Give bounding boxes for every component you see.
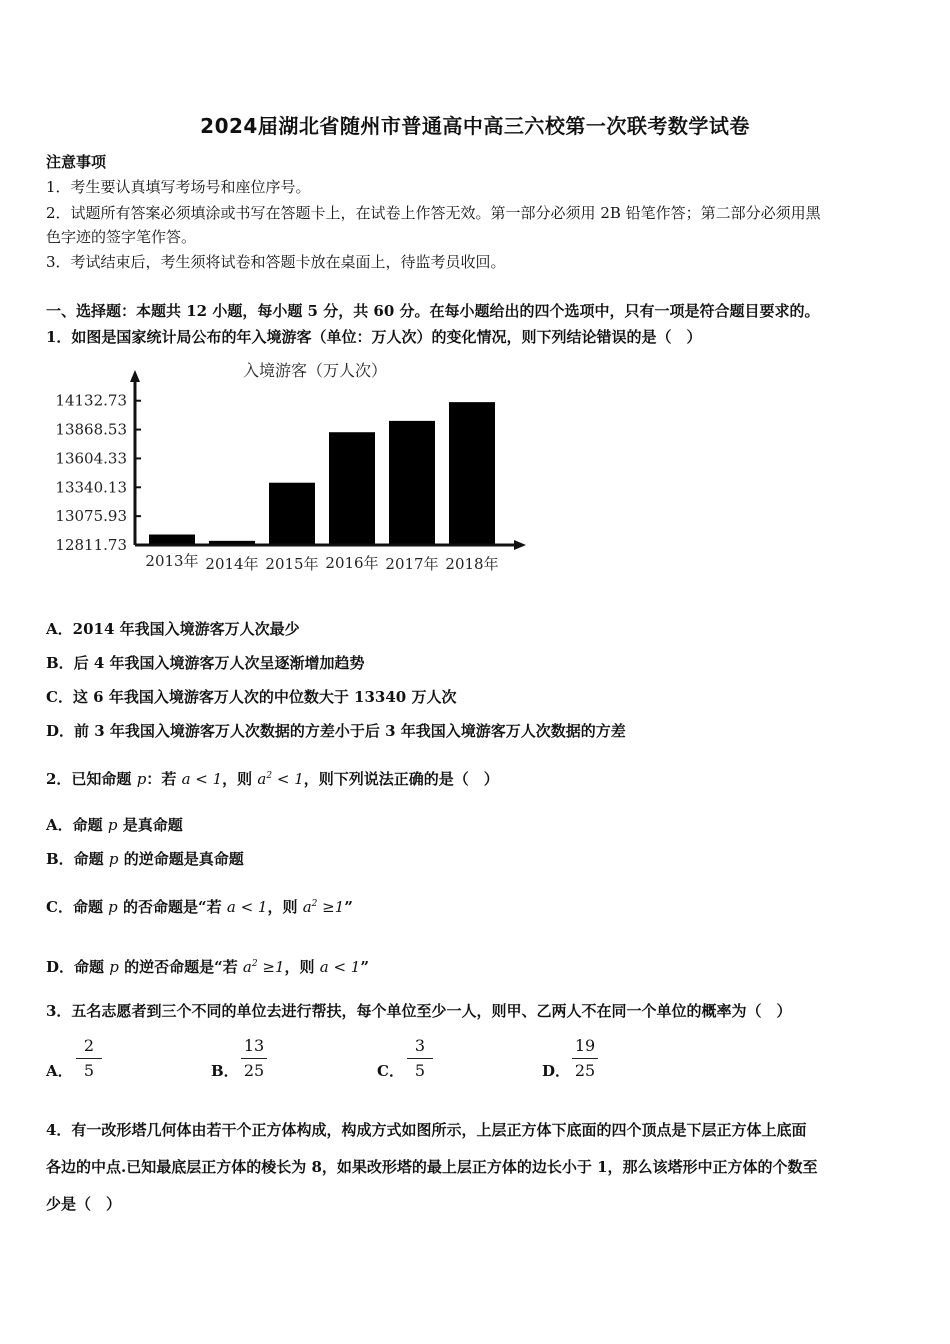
note-item-2: 2．试题所有答案必须填涂或书写在答题卡上，在试卷上作答无效。第一部分必须用 2B 铅笔作答；第二部分必须用黑 bbox=[46, 204, 821, 222]
q3-options: A． 2 5 B． 13 25 C． 3 5 D． 19 25 bbox=[46, 1036, 906, 1086]
q4-line-3: 少是（ ） bbox=[46, 1195, 122, 1213]
fraction: 2 5 bbox=[76, 1036, 102, 1081]
y-tick-label: 12811.73 bbox=[55, 536, 127, 554]
x-tick-label: 2018年 bbox=[445, 555, 499, 573]
bar-2013年 bbox=[149, 535, 195, 545]
exam-title: 2024届湖北省随州市普通高中高三六校第一次联考数学试卷 bbox=[200, 114, 750, 138]
note-item-2-cont: 色字迹的签字笔作答。 bbox=[46, 228, 197, 246]
condition-a-lt-1: a < 1 bbox=[181, 770, 223, 788]
bar-2016年 bbox=[329, 432, 375, 545]
q1-option-d: D．前 3 年我国入境游客万人次数据的方差小于后 3 年我国入境游客万人次数据的方差 bbox=[46, 722, 626, 740]
x-tick-label: 2014年 bbox=[205, 555, 259, 573]
bar-2017年 bbox=[389, 421, 435, 545]
q2-option-c: C．命题 p 的否命题是“若 a < 1，则 $a^2 \ge 1$” bbox=[46, 898, 353, 916]
y-tick-label: 13604.33 bbox=[55, 449, 127, 468]
proposition-p: p bbox=[136, 770, 147, 788]
x-tick-label: 2016年 bbox=[325, 554, 379, 572]
q1-option-a: A．2014 年我国入境游客万人次最少 bbox=[46, 620, 300, 638]
x-tick-label: 2015年 bbox=[265, 555, 319, 573]
q4-line-2: 各边的中点.已知最底层正方体的棱长为 8，如果改形塔的最上层正方体的边长小于 1，那么该塔形中正方体的个数至 bbox=[46, 1158, 818, 1176]
note-item-1: 1．考生要认真填写考场号和座位序号。 bbox=[46, 178, 311, 196]
condition-a2-lt-1: $a^2 < 1$ bbox=[257, 770, 304, 788]
q3-stem: 3．五名志愿者到三个不同的单位去进行帮扶，每个单位至少一人，则甲、乙两人不在同一个单位的概率为（ ） bbox=[46, 1002, 792, 1020]
q4-line-1: 4．有一改形塔几何体由若干个正方体构成，构成方式如图所示，上层正方体下底面的四个顶点是下层正方体上底面 bbox=[46, 1121, 807, 1139]
note-item-3: 3．考试结束后，考生须将试卷和答题卡放在桌面上，待监考员收回。 bbox=[46, 253, 506, 271]
chart-title: 入境游客（万人次） bbox=[242, 361, 388, 380]
y-axis-arrow bbox=[130, 370, 140, 382]
section-heading: 一、选择题：本题共 12 小题，每小题 5 分，共 60 分。在每小题给出的四个选项中，只有一项是符合题目要求的。 bbox=[46, 302, 820, 320]
q1-option-b: B．后 4 年我国入境游客万人次呈逐渐增加趋势 bbox=[46, 654, 365, 672]
fraction: 13 25 bbox=[241, 1036, 267, 1081]
y-tick-label: 13075.93 bbox=[55, 507, 127, 526]
notes-heading: 注意事项 bbox=[46, 153, 107, 171]
fraction: 19 25 bbox=[572, 1036, 598, 1081]
y-tick-label: 13868.53 bbox=[55, 420, 127, 439]
x-axis-arrow bbox=[514, 540, 526, 550]
bar-2015年 bbox=[269, 483, 315, 545]
q2-option-b: B．命题 p 的逆命题是真命题 bbox=[46, 850, 244, 868]
q2-stem: 2．已知命题 p：若 a < 1，则 $a^2 < 1$，则下列说法正确的是（ ） bbox=[46, 770, 499, 788]
x-tick-label: 2013年 bbox=[145, 552, 199, 570]
x-tick-label: 2017年 bbox=[385, 555, 439, 573]
q1-option-c: C．这 6 年我国入境游客万人次的中位数大于 13340 万人次 bbox=[46, 688, 457, 706]
y-tick-label: 13340.13 bbox=[55, 478, 127, 497]
q2-option-a: A．命题 p 是真命题 bbox=[46, 816, 183, 834]
q1-stem: 1．如图是国家统计局公布的年入境游客（单位：万人次）的变化情况，则下列结论错误的是（ ） bbox=[46, 328, 702, 346]
fraction: 3 5 bbox=[407, 1036, 433, 1081]
y-tick-label: 14132.73 bbox=[55, 391, 127, 410]
bar-2018年 bbox=[449, 402, 495, 545]
q2-option-d: D．命题 p 的逆否命题是“若 $a^2 \ge 1$，则 a < 1” bbox=[46, 958, 369, 976]
bar-chart bbox=[40, 355, 540, 595]
